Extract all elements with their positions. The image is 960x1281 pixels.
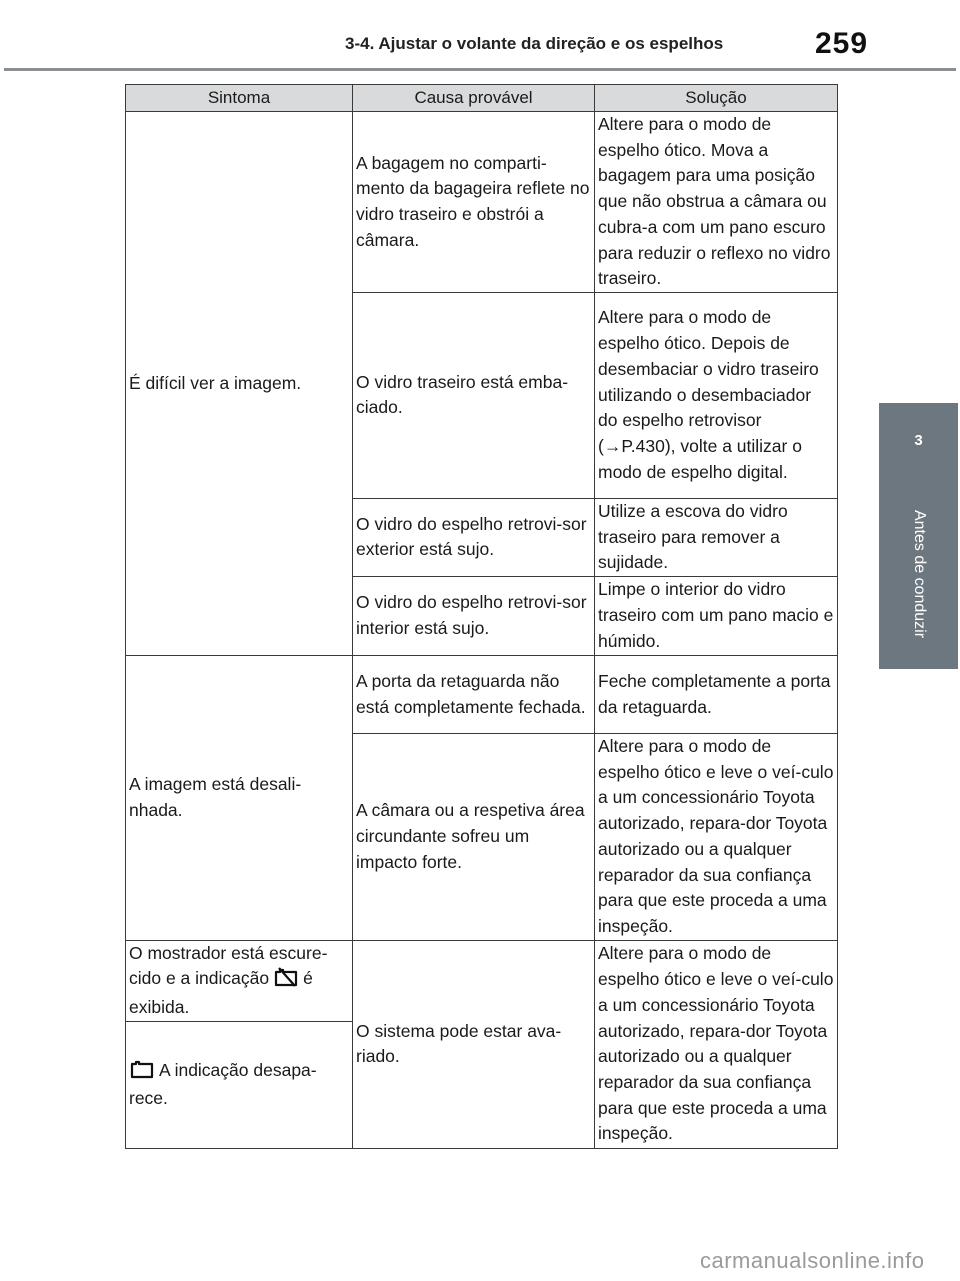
solution-cell: [595, 292, 838, 498]
solution-cell: Altere para o modo de espelho ótico e leve o veí-culo a um concessionário Toyota autorizado, repara-dor Toyota autorizado ou a qualquer reparador da sua confiança para que este proceda a uma inspeção.: [595, 940, 838, 1148]
header-cause: Causa provável: [353, 85, 595, 112]
solution-cell: Utilize a escova do vidro traseiro para remover a sujidade.: [595, 498, 838, 576]
header-divider: [4, 68, 956, 71]
symptom-cell: [126, 1021, 353, 1148]
solution-cell: Altere para o modo de espelho ótico e leve o veí-culo a um concessionário Toyota autorizado, repara-dor Toyota autorizado ou a qualquer reparador da sua confiança para que este proceda a uma inspeção.: [595, 734, 838, 941]
cause-cell: O vidro traseiro está emba-ciado.: [353, 292, 595, 498]
symptom-cell: É difícil ver a imagem.: [126, 112, 353, 656]
cause-cell: A câmara ou a respetiva área circundante sofreu um impacto forte.: [353, 734, 595, 941]
symptom-cell: A imagem está desali-nhada.: [126, 656, 353, 941]
symptom-text: é exibida.: [129, 968, 313, 1018]
solution-cell: Feche completamente a porta da retaguarda.: [595, 656, 838, 734]
page-reference-link[interactable]: →P.430: [603, 435, 665, 456]
table-row: [126, 656, 838, 734]
header-symptom: Sintoma: [126, 85, 353, 112]
table-header-row: [126, 85, 838, 112]
chapter-tab-number: 3: [879, 403, 958, 478]
solution-cell: Limpe o interior do vidro traseiro com um pano macio e húmido.: [595, 577, 838, 656]
page-number: 259: [815, 27, 869, 60]
chapter-tab-label: Antes de conduzir: [911, 509, 928, 639]
table-row: [126, 940, 838, 1021]
symptom-cell: [126, 940, 353, 1021]
cause-cell: O vidro do espelho retrovi-sor exterior está sujo.: [353, 498, 595, 576]
solution-text: Altere para o modo de espelho ótico. Depois de desembaciar o vidro traseiro utilizando o desembaciador do espelho retrovisor (: [598, 307, 819, 456]
cause-cell: O vidro do espelho retrovi-sor interior está sujo.: [353, 577, 595, 656]
troubleshooting-table: [125, 84, 838, 1149]
solution-text: ), volte a utilizar o modo de espelho digital.: [598, 435, 802, 482]
cause-cell: O sistema pode estar ava-riado.: [353, 940, 595, 1148]
camera-icon: [129, 1059, 155, 1087]
cause-cell: A porta da retaguarda não está completamente fechada.: [353, 656, 595, 734]
solution-cell: Altere para o modo de espelho ótico. Mova a bagagem para uma posição que não obstrua a câmara ou cubra-a com um pano escuro para reduzir o reflexo no vidro traseiro.: [595, 112, 838, 293]
table-row: [126, 112, 838, 293]
cause-cell: A bagagem no comparti-mento da bagageira reflete no vidro traseiro e obstrói a câmara.: [353, 112, 595, 293]
chapter-tab: [879, 478, 958, 669]
header-solution: Solução: [595, 85, 838, 112]
section-title: 3-4. Ajustar o volante da direção e os espelhos: [345, 34, 724, 53]
symptom-text: A indicação desapa-rece.: [129, 1059, 317, 1109]
watermark: carmanualsonline.info: [700, 1248, 925, 1273]
camera-crossed-icon: [273, 967, 299, 995]
symptom-text: O mostrador está escure-cido e a indicação: [129, 942, 328, 989]
